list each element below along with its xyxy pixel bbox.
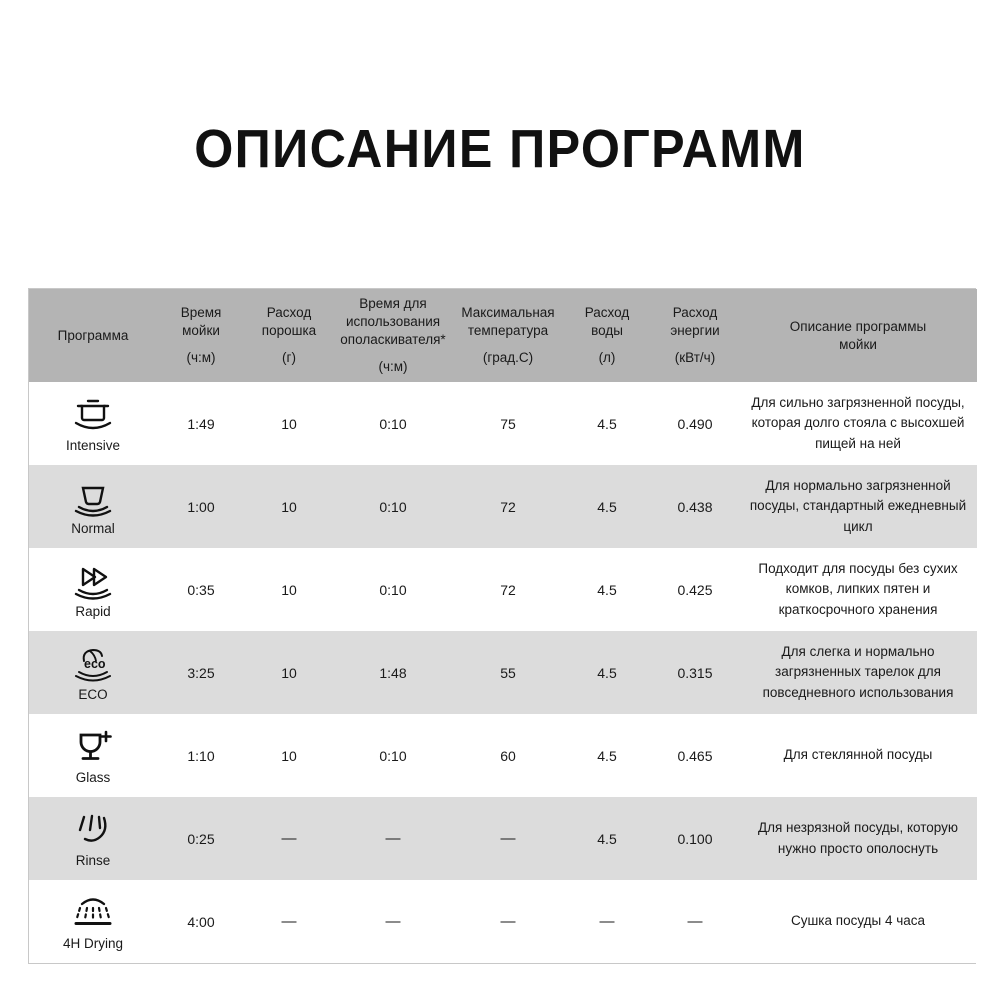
cell-wash-time xyxy=(157,631,245,714)
value-temperature: — xyxy=(500,830,516,847)
table-header-row xyxy=(29,289,977,382)
cell-energy xyxy=(651,631,739,714)
column-header-temperature-text: Максимальная температура xyxy=(461,305,555,339)
cell-water xyxy=(563,797,651,880)
drying-rays-icon xyxy=(69,892,117,934)
wine-glass-plus-icon xyxy=(69,726,117,768)
cell-description xyxy=(739,548,977,631)
value-rinse-aid: 0:10 xyxy=(379,581,407,598)
value-temperature: — xyxy=(500,913,516,930)
value-wash-time: 4:00 xyxy=(187,913,215,930)
table-row xyxy=(29,714,977,797)
column-header-wash-time xyxy=(157,289,245,382)
value-wash-time: 1:10 xyxy=(187,747,215,764)
column-header-temperature xyxy=(453,289,563,382)
value-rinse-aid: 1:48 xyxy=(379,664,407,681)
column-header-wash-time-text: Время мойки xyxy=(180,305,222,339)
cell-temperature xyxy=(453,548,563,631)
cell-powder xyxy=(245,631,333,714)
cell-program xyxy=(29,631,157,714)
cell-program xyxy=(29,382,157,465)
cell-description xyxy=(739,631,977,714)
program-label: Rinse xyxy=(75,853,111,868)
cell-powder xyxy=(245,880,333,963)
cell-water xyxy=(563,714,651,797)
description-text: Для стеклянной посуды xyxy=(783,747,933,763)
programs-table xyxy=(29,289,977,963)
cell-rinse-aid xyxy=(333,548,453,631)
table-head xyxy=(29,289,977,382)
value-rinse-aid: 0:10 xyxy=(379,498,407,515)
cell-description xyxy=(739,465,977,548)
column-header-program-text: Программа xyxy=(57,327,129,343)
table-body xyxy=(29,382,977,963)
cell-description xyxy=(739,880,977,963)
value-powder: 10 xyxy=(281,415,297,432)
description-text: Сушка посуды 4 часа xyxy=(790,913,926,929)
value-energy: 0.490 xyxy=(677,415,713,432)
eco-leaf-icon xyxy=(69,643,117,685)
value-water: 4.5 xyxy=(597,747,617,764)
value-energy: 0.425 xyxy=(677,581,713,598)
description-text: Для нормально загрязненной посуды, стандартный ежедневный цикл xyxy=(749,478,967,534)
cell-description xyxy=(739,382,977,465)
cell-program xyxy=(29,797,157,880)
cell-wash-time xyxy=(157,714,245,797)
column-header-water-text: Расход воды xyxy=(584,305,630,339)
description-text: Для слегка и нормально загрязненных тарелок для повседневного использования xyxy=(762,644,954,700)
cell-powder xyxy=(245,797,333,880)
cell-powder xyxy=(245,548,333,631)
value-energy: 0.465 xyxy=(677,747,713,764)
column-header-temperature-unit: (град.С) xyxy=(482,349,534,365)
value-wash-time: 0:25 xyxy=(187,830,215,847)
cell-powder xyxy=(245,465,333,548)
column-header-powder xyxy=(245,289,333,382)
value-wash-time: 0:35 xyxy=(187,581,215,598)
column-header-energy-unit: (кВт/ч) xyxy=(674,349,716,365)
cell-water xyxy=(563,382,651,465)
table-row xyxy=(29,797,977,880)
cell-water xyxy=(563,880,651,963)
description-text: Для сильно загрязненной посуды, которая долго стояла с высохшей пищей на ней xyxy=(751,395,965,451)
column-header-energy xyxy=(651,289,739,382)
column-header-description xyxy=(739,289,977,382)
value-energy: — xyxy=(687,913,703,930)
value-temperature: 75 xyxy=(500,415,516,432)
value-water: 4.5 xyxy=(597,415,617,432)
column-header-powder-text: Расход порошка xyxy=(261,305,317,339)
cell-temperature xyxy=(453,797,563,880)
column-header-rinse-aid-text: Время для использования ополаскивателя* xyxy=(340,296,446,347)
column-header-wash-time-unit: (ч:м) xyxy=(186,349,216,365)
cell-temperature xyxy=(453,382,563,465)
value-powder: 10 xyxy=(281,747,297,764)
description-text: Для незрязной посуды, которую нужно просто ополоснуть xyxy=(757,820,959,856)
value-rinse-aid: 0:10 xyxy=(379,747,407,764)
cell-rinse-aid xyxy=(333,880,453,963)
rinse-water-icon xyxy=(69,809,117,851)
value-powder: 10 xyxy=(281,664,297,681)
value-rinse-aid: 0:10 xyxy=(379,415,407,432)
page-title: ОПИСАНИЕ ПРОГРАММ xyxy=(194,119,806,179)
value-powder: — xyxy=(281,913,297,930)
value-powder: 10 xyxy=(281,498,297,515)
cell-program xyxy=(29,465,157,548)
cell-wash-time xyxy=(157,382,245,465)
cell-description xyxy=(739,797,977,880)
fast-forward-plate-icon xyxy=(69,560,117,602)
cell-wash-time xyxy=(157,465,245,548)
cell-energy xyxy=(651,880,739,963)
cell-temperature xyxy=(453,465,563,548)
table-row xyxy=(29,465,977,548)
cell-temperature xyxy=(453,714,563,797)
cell-energy xyxy=(651,797,739,880)
value-rinse-aid: — xyxy=(385,913,401,930)
column-header-powder-unit: (г) xyxy=(282,349,296,365)
svg-text:eco: eco xyxy=(84,657,106,671)
pot-icon xyxy=(69,394,117,436)
value-rinse-aid: — xyxy=(385,830,401,847)
value-wash-time: 1:49 xyxy=(187,415,215,432)
value-energy: 0.315 xyxy=(677,664,713,681)
column-header-description-text: Описание программы мойки xyxy=(789,318,927,352)
value-powder: 10 xyxy=(281,581,297,598)
cell-rinse-aid xyxy=(333,631,453,714)
description-text: Подходит для посуды без сухих комков, липких пятен и краткосрочного хранения xyxy=(758,561,958,617)
cell-program xyxy=(29,548,157,631)
value-water: — xyxy=(599,913,615,930)
program-label: Intensive xyxy=(65,438,121,453)
cell-program xyxy=(29,880,157,963)
value-temperature: 72 xyxy=(500,581,516,598)
cell-wash-time xyxy=(157,880,245,963)
column-header-water xyxy=(563,289,651,382)
cell-energy xyxy=(651,548,739,631)
value-powder: — xyxy=(281,830,297,847)
table-row xyxy=(29,382,977,465)
column-header-water-unit: (л) xyxy=(598,349,616,365)
column-header-energy-text: Расход энергии xyxy=(670,305,720,339)
cell-program xyxy=(29,714,157,797)
value-water: 4.5 xyxy=(597,581,617,598)
value-temperature: 72 xyxy=(500,498,516,515)
program-label: Rapid xyxy=(75,604,111,619)
value-wash-time: 1:00 xyxy=(187,498,215,515)
cell-water xyxy=(563,465,651,548)
programs-table-container xyxy=(28,288,976,964)
column-header-rinse-aid xyxy=(333,289,453,382)
table-row xyxy=(29,880,977,963)
column-header-rinse-aid-unit: (ч:м) xyxy=(378,358,408,374)
value-temperature: 55 xyxy=(500,664,516,681)
value-water: 4.5 xyxy=(597,498,617,515)
column-header-program xyxy=(29,289,157,382)
cell-energy xyxy=(651,382,739,465)
cell-wash-time xyxy=(157,797,245,880)
value-energy: 0.100 xyxy=(677,830,713,847)
cell-powder xyxy=(245,382,333,465)
cell-energy xyxy=(651,714,739,797)
program-label: ECO xyxy=(78,687,108,702)
value-water: 4.5 xyxy=(597,664,617,681)
cell-rinse-aid xyxy=(333,797,453,880)
program-label: Glass xyxy=(75,770,111,785)
value-wash-time: 3:25 xyxy=(187,664,215,681)
cell-wash-time xyxy=(157,548,245,631)
cell-powder xyxy=(245,714,333,797)
value-water: 4.5 xyxy=(597,830,617,847)
cell-energy xyxy=(651,465,739,548)
cell-rinse-aid xyxy=(333,465,453,548)
cell-rinse-aid xyxy=(333,382,453,465)
cell-rinse-aid xyxy=(333,714,453,797)
table-row xyxy=(29,548,977,631)
cup-plate-icon xyxy=(69,477,117,519)
cell-water xyxy=(563,631,651,714)
cell-water xyxy=(563,548,651,631)
program-label: 4H Drying xyxy=(62,936,124,951)
cell-temperature xyxy=(453,631,563,714)
table-row xyxy=(29,631,977,714)
cell-description xyxy=(739,714,977,797)
value-temperature: 60 xyxy=(500,747,516,764)
value-energy: 0.438 xyxy=(677,498,713,515)
cell-temperature xyxy=(453,880,563,963)
program-label: Normal xyxy=(71,521,115,536)
